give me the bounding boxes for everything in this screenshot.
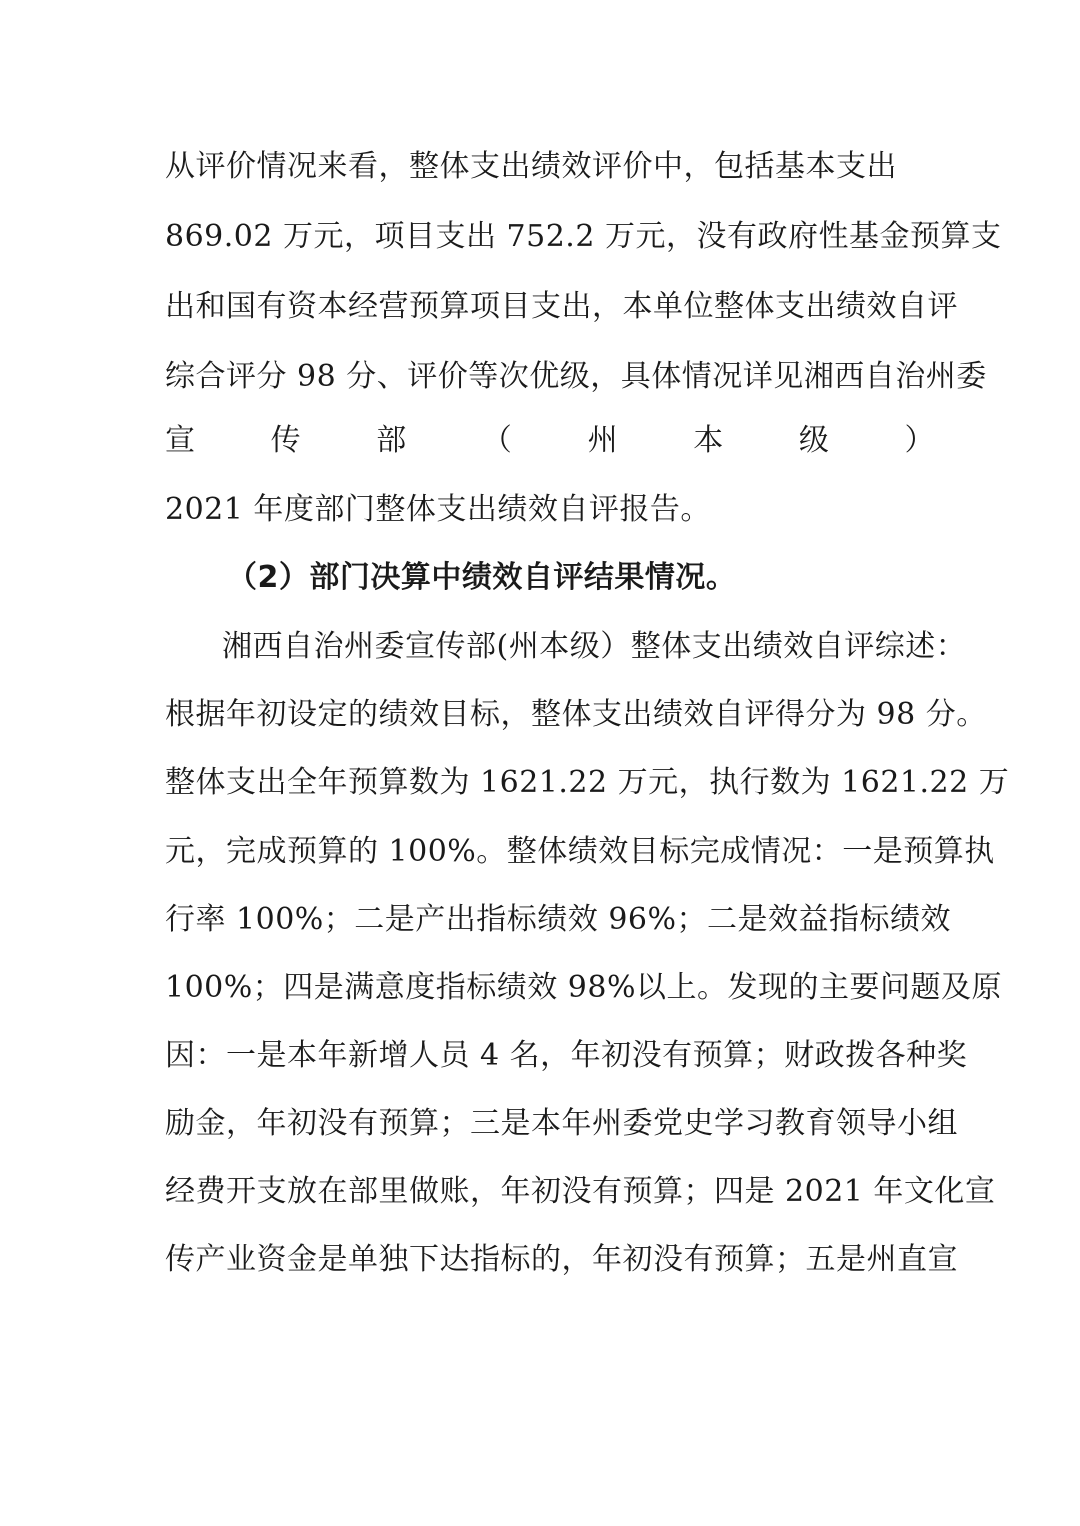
spread-char: （ (481, 423, 513, 458)
paragraph-line: 传产业资金是单独下达指标的，年初没有预算；五是州直宣 (165, 1242, 958, 1277)
spread-char: 级 (798, 423, 830, 458)
paragraph-line: 整体支出全年预算数为 1621.22 万元，执行数为 1621.22 万 (165, 765, 1010, 800)
paragraph-line: 因：一是本年新增人员 4 名，年初没有预算；财政拨各种奖 (165, 1038, 968, 1073)
spread-char: 传 (270, 423, 302, 458)
paragraph-line: 根据年初设定的绩效目标，整体支出绩效自评得分为 98 分。 (165, 697, 987, 732)
section-heading: （2）部门决算中绩效自评结果情况。 (227, 560, 737, 595)
paragraph-line: 869.02 万元，项目支出 752.2 万元，没有政府性基金预算支 (165, 219, 1002, 254)
paragraph-line: 出和国有资本经营预算项目支出，本单位整体支出绩效自评 (165, 289, 958, 324)
paragraph-line: 综合评分 98 分、评价等次优级，具体情况详见湘西自治州委 (165, 359, 987, 394)
paragraph-line: 行率 100%；二是产出指标绩效 96%；二是效益指标绩效 (165, 902, 952, 937)
spread-char: 州 (587, 423, 619, 458)
spread-char: ） (904, 423, 935, 458)
spread-line (165, 421, 935, 461)
spread-char: 宣 (165, 423, 196, 458)
spread-char: 本 (693, 423, 724, 458)
paragraph-line: 湘西自治州委宣传部(州本级）整体支出绩效自评综述： (222, 629, 967, 664)
paragraph-line: 100%；四是满意度指标绩效 98%以上。发现的主要问题及原 (165, 970, 1002, 1005)
spread-char: 部 (376, 423, 407, 458)
paragraph-line: 从评价情况来看，整体支出绩效评价中，包括基本支出 (165, 149, 897, 184)
paragraph-line: 元，完成预算的 100%。整体绩效目标完成情况：一是预算执 (165, 834, 995, 869)
paragraph-line: 励金，年初没有预算；三是本年州委党史学习教育领导小组 (165, 1106, 958, 1141)
paragraph-line: 经费开支放在部里做账，年初没有预算；四是 2021 年文化宣 (165, 1174, 996, 1209)
paragraph-line: 2021 年度部门整体支出绩效自评报告。 (165, 492, 711, 527)
